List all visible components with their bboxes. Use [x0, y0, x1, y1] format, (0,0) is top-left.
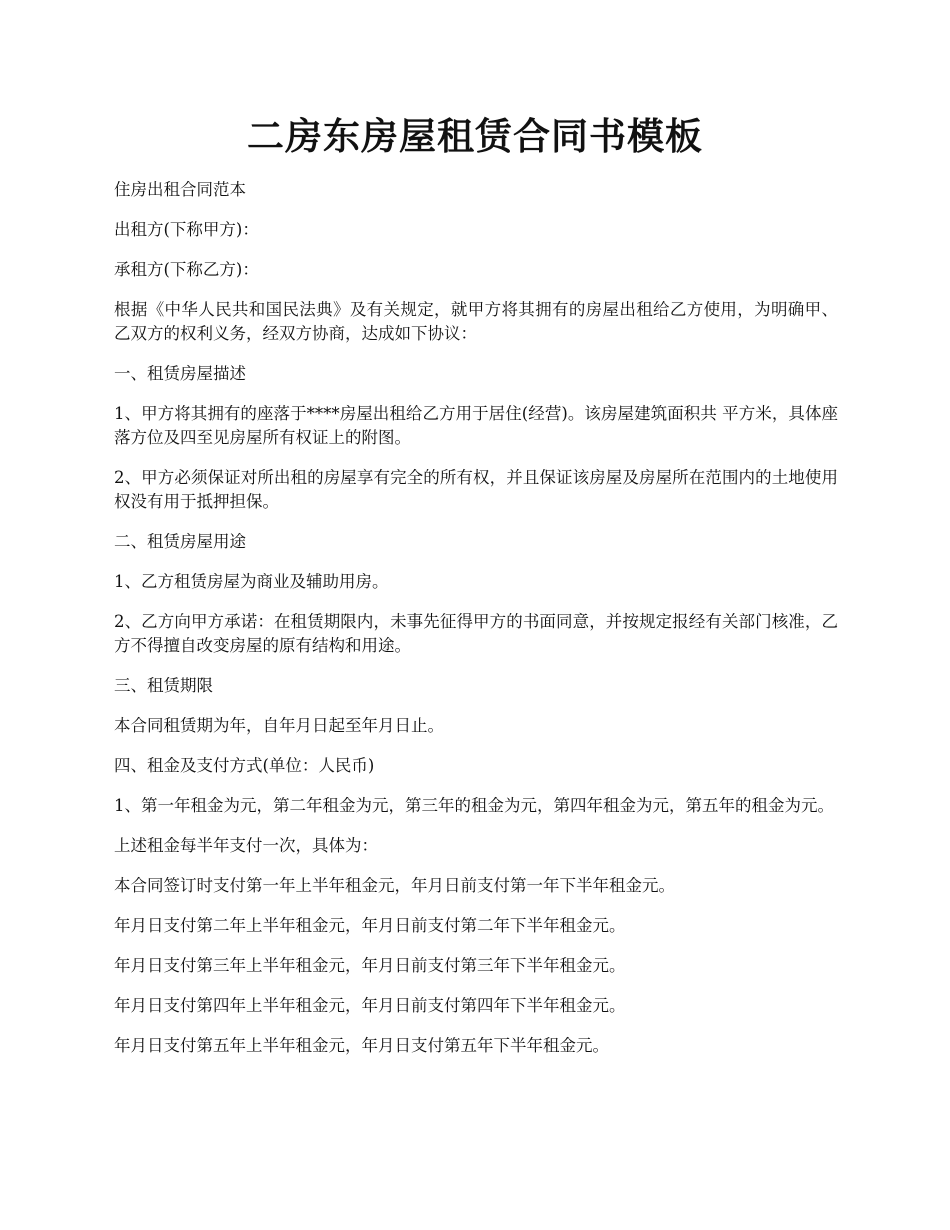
payment-line: 本合同签订时支付第一年上半年租金元，年月日前支付第一年下半年租金元。: [114, 876, 675, 895]
payment-line: 年月日支付第四年上半年租金元，年月日前支付第四年下半年租金元。: [114, 996, 626, 1015]
clause-paragraph: 1、甲方将其拥有的座落于****房屋出租给乙方用于居住(经营)。该房屋建筑面积共 平方米，具体座落方位及四至见房屋所有权证上的附图。: [114, 404, 838, 447]
clause-paragraph: 1、乙方租赁房屋为商业及辅助用房。: [114, 572, 389, 591]
clause-paragraph: 2、甲方必须保证对所出租的房屋享有完全的所有权，并且保证该房屋及房屋所在范围内的土地使用权没有用于抵押担保。: [114, 468, 838, 511]
payment-line: 年月日支付第二年上半年租金元，年月日前支付第二年下半年租金元。: [114, 916, 626, 935]
payment-line: 年月日支付第三年上半年租金元，年月日前支付第三年下半年租金元。: [114, 956, 626, 975]
lessee-line: 承租方(下称乙方)：: [114, 260, 259, 279]
section-heading: 二、租赁房屋用途: [114, 532, 246, 551]
section-heading: 三、租赁期限: [114, 676, 213, 695]
document-title: 二房东房屋租赁合同书模板: [247, 114, 703, 158]
preamble-paragraph: 根据《中华人民共和国民法典》及有关规定，就甲方将其拥有的房屋出租给乙方使用，为明确甲、乙双方的权利义务，经双方协商，达成如下协议：: [114, 300, 838, 343]
section-heading: 四、租金及支付方式(单位：人民币): [114, 756, 375, 775]
lessor-line: 出租方(下称甲方)：: [114, 220, 259, 239]
clause-paragraph: 2、乙方向甲方承诺：在租赁期限内，未事先征得甲方的书面同意，并按规定报经有关部门核准，乙方不得擅自改变房屋的原有结构和用途。: [114, 612, 838, 655]
document-body: [114, 178, 838, 1074]
subtitle-paragraph: 住房出租合同范本: [114, 180, 246, 199]
clause-paragraph: 1、第一年租金为元，第二年租金为元，第三年的租金为元，第四年租金为元，第五年的租金为元。: [114, 796, 834, 815]
payment-line: 年月日支付第五年上半年租金元，年月日支付第五年下半年租金元。: [114, 1036, 609, 1055]
section-heading: 一、租赁房屋描述: [114, 364, 246, 383]
clause-paragraph: 上述租金每半年支付一次，具体为：: [114, 836, 378, 855]
clause-paragraph: 本合同租赁期为年，自年月日起至年月日止。: [114, 716, 444, 735]
